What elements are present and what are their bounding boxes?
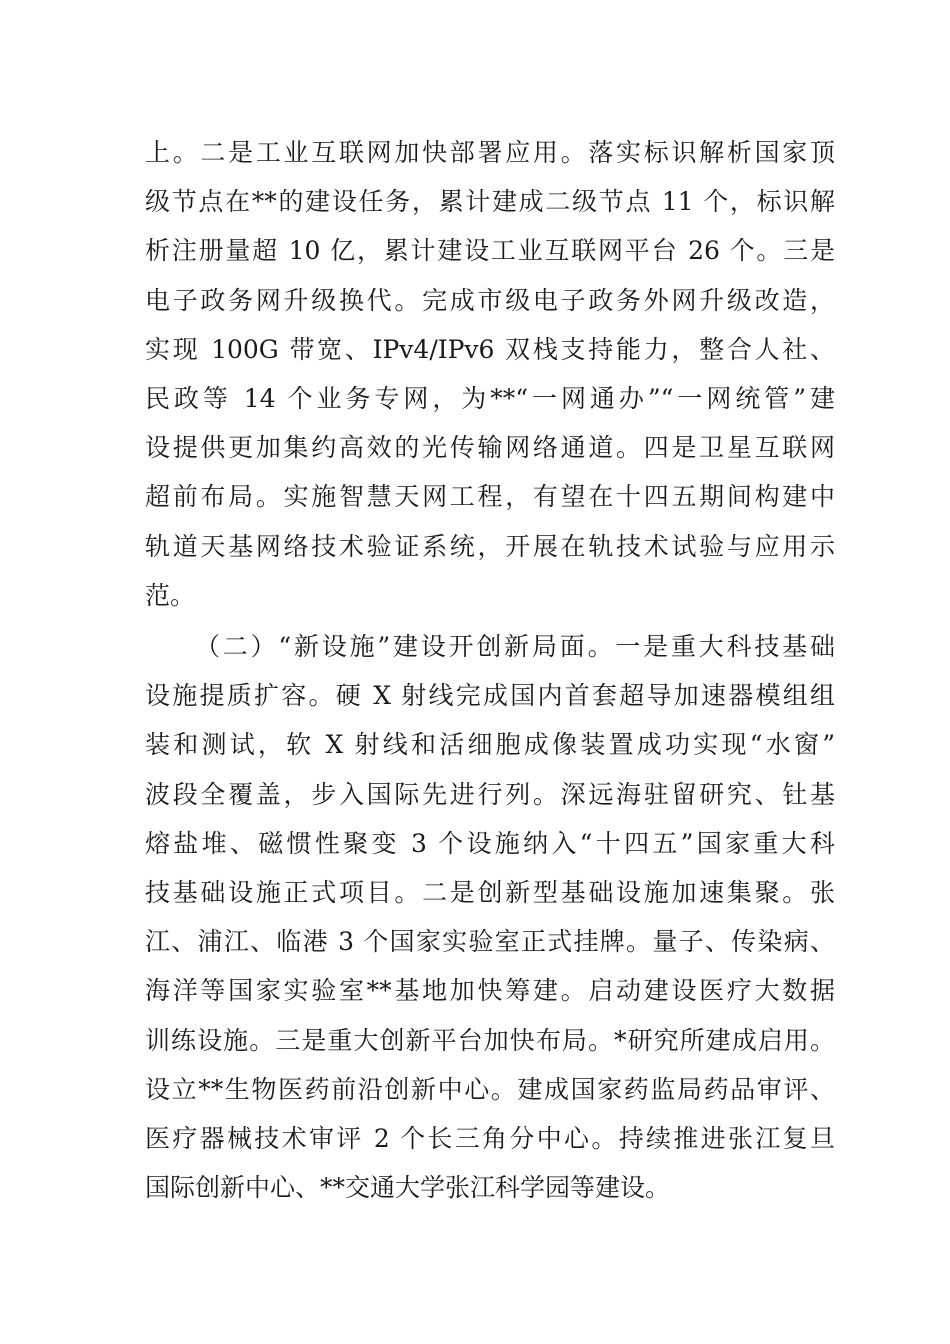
paragraph-line: 设提供更加集约高效的光传输网络通道。四是卫星互联网 xyxy=(145,433,835,463)
paragraph-line: 民政等 14 个业务专网，为**“一网通办”“一网统管”建 xyxy=(145,383,835,413)
paragraph-line: 设施提质扩容。硬 X 射线完成国内首套超导加速器模组组 xyxy=(145,681,835,711)
paragraph-line: 析注册量超 10 亿，累计建设工业互联网平台 26 个。三是 xyxy=(145,236,835,266)
paragraph-2 xyxy=(145,622,835,1212)
paragraph-line: 江、浦江、临港 3 个国家实验室正式挂牌。量子、传染病、 xyxy=(145,927,835,957)
paragraph-line: 训练设施。三是重大创新平台加快布局。*研究所建成启用。 xyxy=(145,1025,835,1055)
paragraph-line: 电子政务网升级换代。完成市级电子政务外网升级改造， xyxy=(145,285,835,315)
paragraph-line: 上。二是工业互联网加快部署应用。落实标识解析国家顶 xyxy=(145,138,835,167)
paragraph-line: 海洋等国家实验室**基地加快筹建。启动建设医疗大数据 xyxy=(145,976,835,1006)
paragraph-line: 医疗器械技术审评 2 个长三角分中心。持续推进张江复旦 xyxy=(145,1123,835,1153)
paragraph-line: 范。 xyxy=(145,580,196,610)
paragraph-line: 国际创新中心、**交通大学张江科学园等建设。 xyxy=(145,1173,671,1203)
paragraph-line: 轨道天基网络技术验证系统，开展在轨技术试验与应用示 xyxy=(145,531,835,561)
paragraph-line: 熔盐堆、磁惯性聚变 3 个设施纳入“十四五”国家重大科 xyxy=(145,828,835,858)
paragraph-line: 实现 100G 带宽、IPv4/IPv6 双栈支持能力，整合人社、 xyxy=(145,334,835,364)
paragraph-line: 技基础设施正式项目。二是创新型基础设施加速集聚。张 xyxy=(145,877,835,907)
paragraph-line: （二）“新设施”建设开创新局面。一是重大科技基础 xyxy=(195,632,835,661)
paragraph-line: 装和测试，软 X 射线和活细胞成像装置成功实现“水窗” xyxy=(145,730,835,760)
paragraph-line: 设立**生物医药前沿创新中心。建成国家药监局药品审评、 xyxy=(145,1074,835,1104)
paragraph-line: 超前布局。实施智慧天网工程，有望在十四五期间构建中 xyxy=(145,482,835,512)
paragraph-line: 波段全覆盖，步入国际先进行列。深远海驻留研究、钍基 xyxy=(145,779,835,809)
paragraph-1 xyxy=(145,128,835,620)
paragraph-line: 级节点在**的建设任务，累计建成二级节点 11 个，标识解 xyxy=(145,187,835,217)
